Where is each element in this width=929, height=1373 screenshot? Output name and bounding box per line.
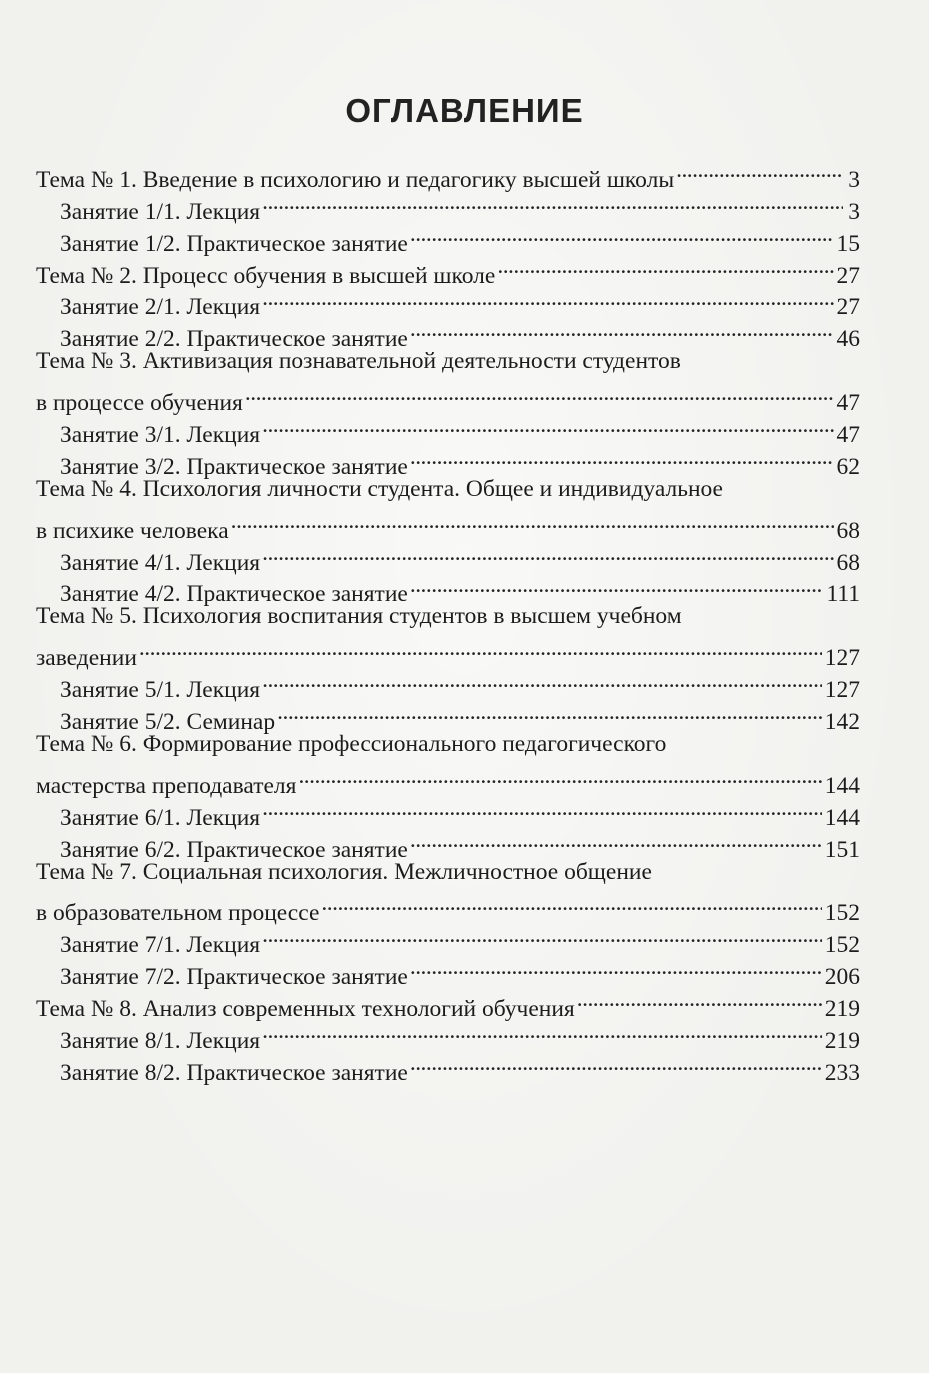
toc-page-number: 46	[836, 326, 860, 353]
toc-page-number: 3	[848, 198, 860, 225]
dot-leader	[577, 984, 822, 1016]
toc-entry-label: Занятие 1/1. Лекция	[60, 198, 261, 225]
toc-topic-entry	[36, 474, 860, 506]
toc-entry-label: Занятие 7/2. Практическое занятие	[60, 964, 408, 991]
dot-leader	[245, 378, 834, 410]
toc-entry-label: Занятие 1/2. Практическое занятие	[60, 230, 408, 257]
dot-leader	[262, 920, 822, 952]
toc-entry-label: в психике человека	[36, 517, 229, 544]
toc-page-number: 151	[824, 836, 860, 863]
toc-page-number: 15	[836, 230, 860, 257]
toc-page-number: 233	[824, 1059, 860, 1086]
toc-topic-continuation	[36, 633, 860, 672]
toc-page-number: 152	[824, 932, 860, 959]
toc-page-number: 144	[824, 772, 860, 799]
toc-page-number: 3	[848, 166, 860, 193]
dot-leader	[262, 187, 843, 219]
dot-leader	[410, 314, 834, 346]
toc-entry-label: Занятие 4/1. Лекция	[60, 549, 261, 576]
dot-leader	[262, 665, 822, 697]
toc-page-number: 62	[836, 453, 860, 480]
dot-leader	[410, 570, 824, 602]
toc-entry-label: Занятие 2/1. Лекция	[60, 294, 261, 321]
toc-entry-label: Занятие 2/2. Практическое занятие	[60, 326, 408, 353]
toc-page-number: 47	[836, 390, 860, 417]
toc-entry-label: Тема № 7. Социальная психология. Межличностное общение	[36, 858, 652, 885]
toc-entry-label: Занятие 3/2. Практическое занятие	[60, 453, 408, 480]
toc-entry-label: Занятие 8/2. Практическое занятие	[60, 1059, 408, 1086]
toc-topic-entry	[36, 601, 860, 633]
toc-entry-label: Тема № 5. Психология воспитания студентов в высшем учебном	[36, 603, 682, 630]
toc-entry-label: Занятие 3/1. Лекция	[60, 422, 261, 449]
toc-entry-label: заведении	[36, 645, 137, 672]
dot-leader	[321, 888, 821, 920]
toc-entry-label: Занятие 7/1. Лекция	[60, 932, 261, 959]
dot-leader	[277, 697, 822, 729]
toc-session-entry	[36, 665, 860, 704]
toc-page-number: 144	[824, 804, 860, 831]
dot-leader	[410, 1048, 822, 1080]
toc-page-number: 152	[824, 900, 860, 927]
toc-entry-label: Тема № 8. Анализ современных технологий обучения	[36, 996, 575, 1023]
toc-entry-label: Занятие 5/1. Лекция	[60, 677, 261, 704]
toc-entry-label: Занятие 6/1. Лекция	[60, 804, 261, 831]
toc-topic-continuation	[36, 888, 860, 927]
toc-topic-entry	[36, 346, 860, 378]
toc-page-number: 127	[824, 645, 860, 672]
toc-entry-label: Тема № 4. Психология личности студента. Общее и индивидуальное	[36, 475, 723, 502]
dot-leader	[497, 251, 833, 283]
table-of-contents	[36, 155, 860, 1086]
dot-leader	[262, 793, 822, 825]
toc-topic-continuation	[36, 378, 860, 417]
page-title: ОГЛАВЛЕНИЕ	[345, 92, 584, 129]
toc-topic-entry	[36, 155, 860, 193]
toc-page-number: 68	[836, 517, 860, 544]
toc-entry-label: Занятие 4/2. Практическое занятие	[60, 581, 408, 608]
dot-leader	[410, 952, 822, 984]
toc-page-number: 47	[836, 422, 860, 449]
toc-entry-label: Тема № 6. Формирование профессионального педагогического	[36, 731, 667, 758]
dot-leader	[262, 283, 833, 315]
toc-topic-continuation	[36, 506, 860, 544]
toc-entry-label: в образовательном процессе	[36, 900, 320, 927]
dot-leader	[410, 219, 834, 251]
toc-entry-label: Тема № 2. Процесс обучения в высшей школе	[36, 262, 496, 289]
toc-entry-label: Тема № 3. Активизация познавательной деятельности студентов	[36, 348, 681, 375]
toc-topic-continuation	[36, 761, 860, 799]
toc-page-number: 219	[824, 996, 860, 1023]
dot-leader	[298, 761, 821, 793]
toc-page-number: 68	[836, 549, 860, 576]
toc-topic-entry	[36, 729, 860, 761]
dot-leader	[262, 538, 833, 570]
toc-page-number: 206	[824, 964, 860, 991]
toc-page-number: 127	[824, 677, 860, 704]
toc-page-number: 27	[836, 294, 860, 321]
toc-entry-label: Тема № 1. Введение в психологию и педагогику высшей школы	[36, 166, 675, 193]
toc-topic-entry	[36, 857, 860, 889]
dot-leader	[676, 155, 843, 187]
toc-page-number: 219	[824, 1027, 860, 1054]
toc-page-number: 142	[824, 709, 860, 736]
toc-entry-label: Занятие 8/1. Лекция	[60, 1027, 261, 1054]
toc-entry-label: мастерства преподавателя	[36, 772, 297, 799]
toc-page-number: 111	[826, 581, 860, 608]
dot-leader	[262, 1016, 822, 1048]
dot-leader	[410, 442, 834, 474]
toc-page-number: 27	[836, 262, 860, 289]
toc-entry-label: Занятие 6/2. Практическое занятие	[60, 836, 408, 863]
toc-entry-label: Занятие 5/2. Семинар	[60, 709, 276, 736]
dot-leader	[410, 825, 822, 857]
dot-leader	[231, 506, 834, 538]
toc-entry-label: в процессе обучения	[36, 390, 243, 417]
dot-leader	[139, 633, 822, 665]
dot-leader	[262, 410, 833, 442]
